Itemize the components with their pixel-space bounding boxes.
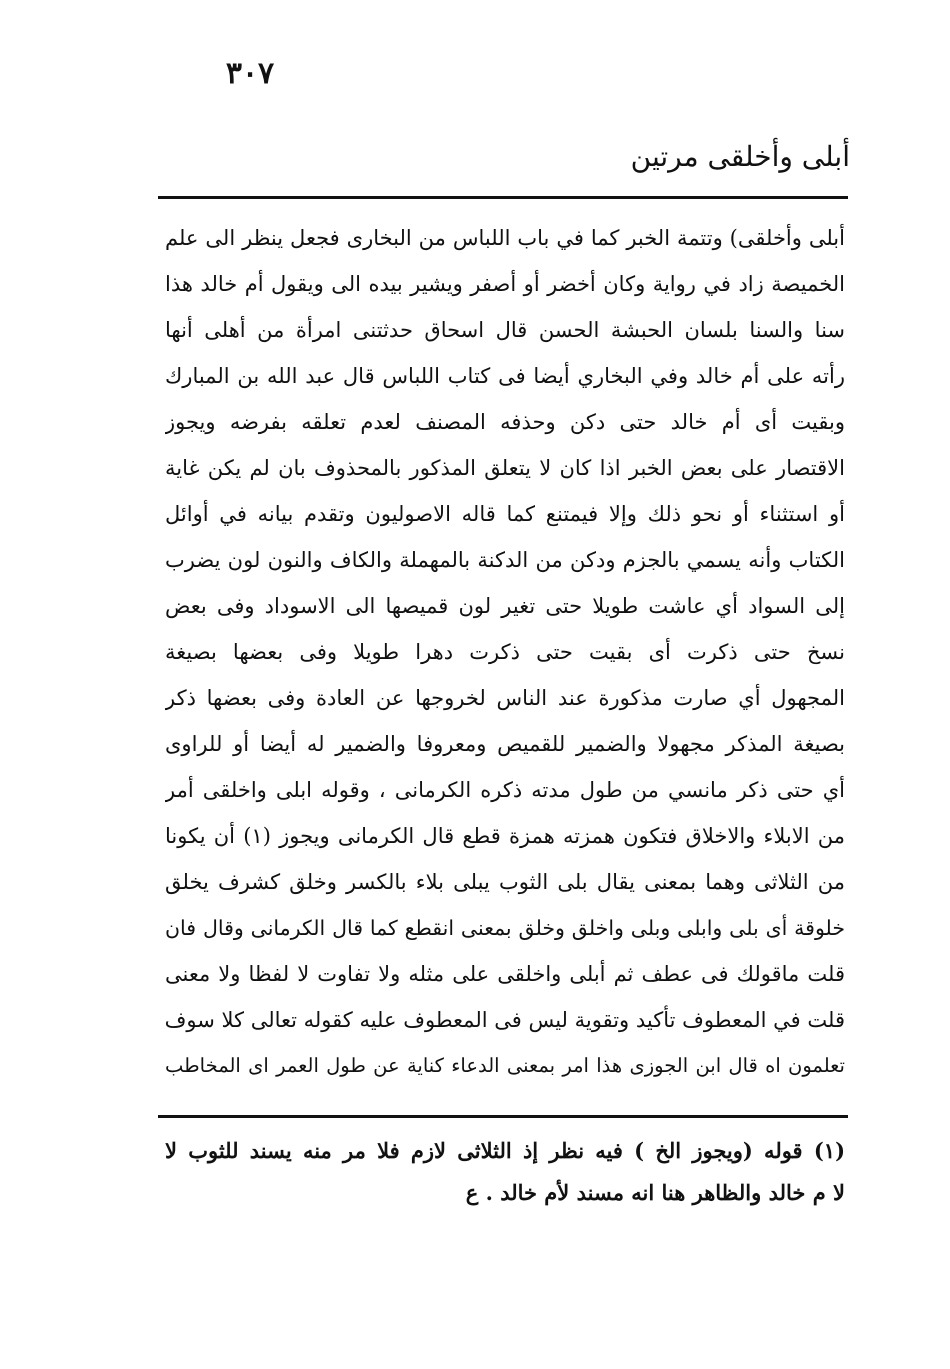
text-line: خلوقة أى بلى وابلى وبلى واخلق وخلق بمعنى انقطع كما قال الكرمانى وقال فان bbox=[165, 916, 845, 940]
text-line: المجهول أي صارت مذكورة عند الناس لخروجها عن العادة وفى بعضها ذكر bbox=[165, 686, 845, 710]
header-rule bbox=[158, 196, 848, 199]
text-line: من الثلاثى وهما بمعنى يقال بلى الثوب يبلى بلاء بالكسر وخلق كشرف يخلق bbox=[165, 870, 845, 894]
text-line: قلت في المعطوف تأكيد وتقوية ليس فى المعطوف عليه كقوله تعالى كلا سوف bbox=[165, 1008, 845, 1032]
text-line: تعلمون اه قال ابن الجوزى هذا امر بمعنى الدعاء كناية عن طول العمر اى المخاطب bbox=[165, 1054, 845, 1077]
text-line: نسخ حتى ذكرت أى بقيت حتى ذكرت دهرا طويلا وفى بعضها بصيغة bbox=[165, 640, 845, 664]
footnote-line: لا م خالد والظاهر هنا انه مسند لأم خالد . ع bbox=[465, 1180, 845, 1205]
page-number: ٣٠٧ bbox=[225, 56, 275, 91]
text-line: وبقيت أى أم خالد حتى دكن وحذفه المصنف لعدم تعلقه بفرضه ويجوز bbox=[165, 410, 845, 434]
footnote-block bbox=[165, 1130, 845, 1214]
running-head: أبلى وأخلقى مرتين bbox=[630, 140, 850, 173]
text-line: بصيغة المذكر مجهولا والضمير للقميص ومعروفا والضمير له أيضا أو للراوى bbox=[165, 732, 845, 756]
text-line: الخميصة زاد في رواية وكان أخضر أو أصفر ويشير بيده الى ويقول أم خالد هذا bbox=[165, 272, 845, 296]
text-line: الكتاب وأنه يسمي بالجزم ودكن من الدكنة بالمهملة والكاف والنون لون يضرب bbox=[165, 548, 845, 572]
text-line: الاقتصار على بعض الخبر اذا كان لا يتعلق المذكور بالمحذوف بان لم يكن غاية bbox=[165, 456, 845, 480]
text-line: إلى السواد أي عاشت طويلا حتى تغير لون قميصها الى الاسوداد وفى بعض bbox=[165, 594, 845, 618]
text-line: أي حتى ذكر مانسي من طول مدته ذكره الكرمانى ، وقوله ابلى واخلقى أمر bbox=[165, 778, 845, 802]
footnote-line: (١) قوله (ويجوز الخ ) فيه نظر إذ الثلاثى لازم فلا مر منه يسند للثوب لا bbox=[165, 1138, 845, 1163]
text-line: سنا والسنا بلسان الحبشة الحسن قال اسحاق حدثتنى امرأة من أهلى أنها bbox=[165, 318, 845, 342]
main-text-block bbox=[165, 215, 845, 1089]
text-line: أبلى وأخلقى) وتتمة الخبر كما في باب اللباس من البخارى فجعل ينظر الى علم bbox=[165, 226, 845, 250]
text-line: رأته على أم خالد وفي البخاري أيضا فى كتاب اللباس قال عبد الله بن المبارك bbox=[165, 364, 845, 388]
footnote-rule bbox=[158, 1115, 848, 1118]
text-line: قلت ماقولك فى عطف ثم أبلى واخلقى على مثله ولا تفاوت لا لفظا ولا معنى bbox=[165, 962, 845, 986]
text-line: أو استثناء أو نحو ذلك وإلا فيمتنع كما قاله الاصوليون وتقدم بيانه في أوائل bbox=[165, 502, 845, 526]
text-line: من الابلاء والاخلاق فتكون همزته همزة قطع قال الكرمانى ويجوز (١) أن يكونا bbox=[165, 824, 845, 848]
